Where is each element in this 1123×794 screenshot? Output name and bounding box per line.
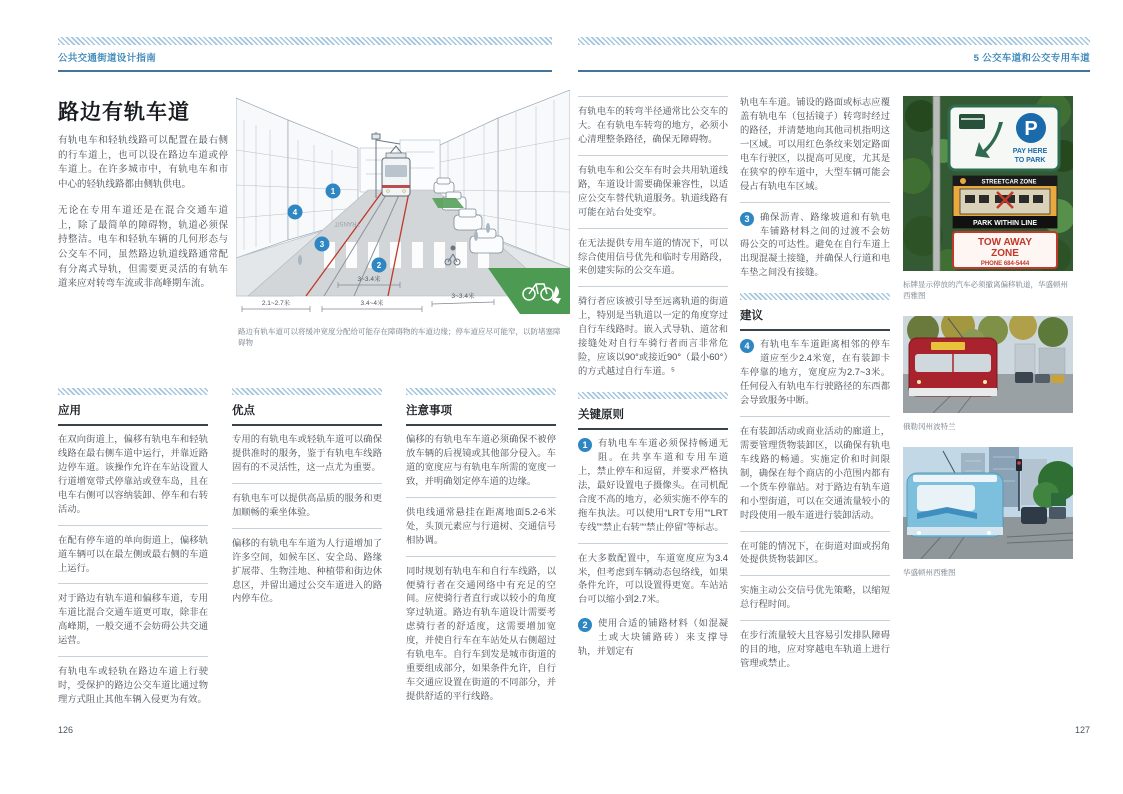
tow-away-text: TOW AWAY bbox=[977, 237, 1033, 248]
column-paragraph: 在双向街道上，偏移有轨电车和轻轨线路在最右侧车道中运行，并靠近路边停车道。该操作允许在车站设置人行道增宽带式停靠站或登车岛，且在电车右侧可以容纳装卸、停车和右转活动。 bbox=[58, 434, 208, 514]
callout-1: 1 bbox=[330, 187, 336, 196]
photo-caption: 俄勒冈州波特兰 bbox=[903, 421, 956, 431]
body-paragraph: 在可能的情况下，在街道对面或拐角处提供货物装卸区。 bbox=[740, 540, 890, 565]
separator bbox=[740, 202, 890, 203]
intro-paragraph: 有轨电车和轻轨线路可以配置在最右侧的行车道上，也可以设在路边车道或停车道上。在许多城市中，有轨电车和市中心的轻轨线路都由侧轨供电。 bbox=[58, 135, 228, 191]
photo-parking-signs bbox=[903, 96, 1073, 302]
dim-right-label: 3~3.4米 bbox=[451, 293, 475, 300]
sign-pole bbox=[933, 96, 940, 271]
phone-text: PHONE 684-5444 bbox=[980, 261, 1030, 267]
section-band bbox=[740, 293, 890, 300]
streetcar-zone-sign bbox=[953, 176, 1057, 228]
zone-text: ZONE bbox=[991, 248, 1019, 259]
column-advantages bbox=[232, 388, 382, 606]
column-paragraph: 同时规划有轨电车和自行车线路，以便骑行者在交通网络中有充足的空间。应使骑行者直行或以较小的角度穿过轨道。路边有轨车道设计需要考虑骑行者的舒适度，这需要增加宽度，并使自行车在车站处从右侧超过有轨电车。自行车到发是城市街道的重要组成部分，如果条件允许，自行车交通应设置在街道的不同部分，并提供舒适的平行线路。 bbox=[406, 565, 556, 701]
body-paragraph: 在无法提供专用车道的情况下，可以综合使用信号优先和临时专用路段，来创建实际的公交车道。 bbox=[578, 237, 728, 276]
park-within-line-text: PARK WITHIN LINE bbox=[972, 220, 1038, 227]
photo-caption: 标牌显示停放的汽车必须撤离偏移轨道，华盛顿州西雅图 bbox=[903, 280, 1068, 300]
separator bbox=[578, 286, 728, 287]
intro-column bbox=[58, 134, 228, 303]
callout-3: 3 bbox=[319, 240, 325, 249]
streetcar-zone-text: STREETCAR ZONE bbox=[981, 179, 1037, 186]
separator bbox=[740, 531, 890, 532]
portland-streetcar-photo bbox=[903, 316, 1073, 413]
body-paragraph: 轨电车车道。铺设的路面或标志应覆盖有轨电车（包括镜子）转弯时经过的路径，并清楚地向其他司机指明这一区域。可以用红色条纹来划定路面电车行驶区，以提高可见度，尤其是在狭窄的停车道中，大型车辆可能会侵占有轨电车区域。 bbox=[740, 97, 890, 191]
separator bbox=[740, 416, 890, 417]
column-band bbox=[232, 388, 382, 395]
separator bbox=[232, 528, 382, 529]
item-text: 有轨电车车道距离相邻的停车道应至少2.4米宽，在有装卸卡车停靠的地方，宽度应为2.7~3米。任何侵入有轨电车行驶路径的东西都会导致服务中断。 bbox=[740, 339, 890, 405]
photo-column bbox=[903, 96, 1073, 593]
item-text: 有轨电车车道必须保持畅通无阻。在共享车道和专用车道上，禁止停车和逗留，并要求严格执法，最好设置电子摄像头。在司机配合度不高的地方，必须实施不停车的拖车执法。可以使用“LRT专用”“LRT专线”“禁止右转”“禁止停留”等标志。 bbox=[578, 438, 728, 532]
pay-here-text: PAY HERE bbox=[1012, 148, 1048, 155]
body-paragraph: 实施主动公交信号优先策略，以缩短总行程时间。 bbox=[740, 585, 890, 610]
page-title: 路边有轨车道 bbox=[58, 101, 190, 124]
left-header-title: 公共交通街道设计指南 bbox=[58, 53, 157, 64]
section-band bbox=[578, 392, 728, 399]
section-heading: 关键原则 bbox=[578, 409, 624, 421]
column-paragraph: 偏移的有轨电车车道必须确保不被停放车辆的后视镜或其他部分侵入。车道的宽度应与有轨电车所需的宽度一致，并明确划定停车道的边缘。 bbox=[406, 434, 556, 486]
section-rule bbox=[740, 329, 890, 331]
seattle-streetcar-photo bbox=[903, 447, 1073, 559]
pay-to-park-sign bbox=[949, 106, 1059, 170]
separator bbox=[578, 228, 728, 229]
body-paragraph: 在步行流量较大且容易引发排队障碍的目的地，应对穿越电车轨道上进行管理或禁止。 bbox=[740, 630, 890, 669]
item-text: 使用合适的铺路材料（如混凝土或大块铺路砖）来支撑导轨，并划定有 bbox=[578, 618, 728, 657]
right-column-1 bbox=[578, 96, 728, 659]
numbered-item bbox=[578, 437, 728, 535]
street-illustration bbox=[236, 90, 570, 322]
tow-away-sign bbox=[953, 232, 1057, 268]
column-rule bbox=[406, 424, 556, 426]
item-number-badge: 4 bbox=[740, 339, 754, 353]
body-paragraph: 在大多数配置中，车道宽度应为3.4米，但考虑到车辆动态包络线，如果条件允许，可以设置得更宽。车站站台可以缩小到2.7米。 bbox=[578, 552, 728, 605]
right-header-title: 5 公交车道和公交专用车道 bbox=[973, 53, 1090, 64]
separator bbox=[232, 483, 382, 484]
body-paragraph: 有轨电车的转弯半径通常比公交车的大。在有轨电车转弯的地方，必须小心清理整条路径，确保无障碍物。 bbox=[578, 106, 728, 144]
item-number-badge: 1 bbox=[578, 438, 592, 452]
right-page-number: 127 bbox=[1074, 725, 1090, 735]
body-paragraph: 在有装卸活动或商业活动的廊道上，需要管理货物装卸区，以确保有轨电车线路的畅通。实施定价和时间限制，确保在每个商店的小范围内都有一个货车停靠站。对于路边有轨车道和小型街道，可以在交通流量较小的时段使用一般车道进行装卸活动。 bbox=[740, 425, 890, 520]
figure-caption: 路边有轨车道可以将缓冲宽度分配给可能存在障碍物的车道边缘；停车道应尽可能窄，以防堵塞障碍物 bbox=[238, 327, 561, 348]
body-paragraph: 有轨电车和公交车有时会共用轨道线路，车道设计需要确保兼容性，以适应公交车替代轨道服务。轨道线路有可能在站台处变窄。 bbox=[578, 164, 728, 217]
right-header-rule bbox=[578, 70, 1090, 72]
left-header-band bbox=[58, 37, 552, 45]
column-rule bbox=[232, 424, 382, 426]
dim-transit-label: 3.4~4米 bbox=[360, 300, 384, 307]
column-paragraph: 供电线通常悬挂在距离地面5.2-6米处，头顶元素应与行道树、交通信号相协调。 bbox=[406, 506, 556, 545]
streetcar bbox=[382, 146, 410, 196]
recommendations-section bbox=[740, 293, 890, 331]
spacer bbox=[578, 607, 728, 617]
column-paragraph: 对于路边有轨车道和偏移车道，专用车道比混合交通车道更可取，除非在高峰期，一般交通不会妨碍公共交通运营。 bbox=[58, 593, 208, 646]
callout-2: 2 bbox=[376, 261, 382, 270]
separator bbox=[578, 155, 728, 156]
column-paragraph: 偏移的有轨电车车道为人行道增加了许多空间，如候车区、安全岛、路缘扩展带、生物洼地、种植带和街边休息区，并留出通过公交车道进入的路内停车位。 bbox=[232, 537, 382, 604]
separator bbox=[740, 575, 890, 576]
photo-caption: 华盛顿州西雅图 bbox=[903, 567, 956, 577]
photo-seattle-streetcar bbox=[903, 447, 1073, 579]
column-band bbox=[58, 388, 208, 395]
street-background bbox=[1015, 344, 1065, 374]
intro-paragraph: 无论在专用车道还是在混合交通车道上，除了最简单的障碍物，轨道必须保持整洁。电车和轻轨车辆的几何形态与公交车不同，虽然路边轨道线路通常配有分离式导轨，但需要更灵活的有轨车道来应对转弯车流或非高峰期车流。 bbox=[58, 204, 228, 290]
numbered-item bbox=[578, 617, 728, 659]
road-marking-text: TRANSIT bbox=[334, 220, 360, 226]
street-illustration-figure bbox=[236, 90, 570, 322]
numbered-item bbox=[740, 338, 890, 408]
column-band bbox=[406, 388, 556, 395]
item-text: 确保沥青、路缘坡道和有轨电车铺路材料之间的过渡不会妨碍公交的可达性。避免在自行车道上出现混凝土接缝，并确保人行道和电车垫之间没有接缝。 bbox=[740, 211, 890, 278]
key-principles-section bbox=[578, 392, 728, 430]
callout-4: 4 bbox=[292, 208, 298, 217]
dim-mid-label: 3~3.4米 bbox=[357, 276, 381, 283]
photo-portland-streetcar bbox=[903, 316, 1073, 433]
item-number-badge: 2 bbox=[578, 618, 592, 632]
column-paragraph: 有轨电车可以提供高品质的服务和更加顺畅的乘坐体验。 bbox=[232, 492, 382, 517]
separator bbox=[58, 656, 208, 657]
separator bbox=[58, 525, 208, 526]
dim-parking-label: 2.1~2.7米 bbox=[261, 300, 291, 307]
column-heading: 优点 bbox=[232, 405, 255, 417]
separator bbox=[58, 583, 208, 584]
parking-signs-photo bbox=[903, 96, 1073, 271]
body-paragraph: 骑行者应该被引导至远离轨道的街道上，特别是当轨道以一定的角度穿过自行车线路时。嵌入式导轨、道岔和接缝处对自行车骑行者而言非常危险，应该以90°或接近90°（最小60°）的方式越过自行车道。⁵ bbox=[578, 296, 728, 377]
column-paragraph: 专用的有轨电车或轻轨车道可以确保提供准时的服务，鉴于有轨电车线路固有的不灵活性，这一点尤为重要。 bbox=[232, 434, 382, 472]
separator bbox=[740, 620, 890, 621]
right-header-band bbox=[578, 37, 1090, 45]
separator bbox=[578, 96, 728, 97]
separator bbox=[578, 543, 728, 544]
section-rule bbox=[578, 428, 728, 430]
to-park-text: TO PARK bbox=[1014, 157, 1046, 164]
column-heading: 注意事项 bbox=[406, 405, 452, 417]
left-page-number: 126 bbox=[58, 725, 74, 735]
p-symbol: P bbox=[1024, 118, 1038, 140]
separator bbox=[406, 497, 556, 498]
separator bbox=[406, 556, 556, 557]
column-rule bbox=[58, 424, 208, 426]
right-column-2 bbox=[740, 96, 890, 671]
column-considerations bbox=[406, 388, 556, 704]
column-paragraph: 有轨电车或轻轨在路边车道上行驶时，受保护的路边公交车道比通过物理方式阻止其他车辆入侵更为有效。 bbox=[58, 666, 208, 705]
column-paragraph: 在配有停车道的单向街道上，偏移轨道车辆可以在最左侧或最右侧的车道上运行。 bbox=[58, 534, 208, 573]
section-heading: 建议 bbox=[740, 310, 763, 323]
item-number-badge: 3 bbox=[740, 212, 754, 226]
numbered-item bbox=[740, 211, 890, 281]
left-header-rule bbox=[58, 70, 552, 72]
column-heading: 应用 bbox=[58, 405, 81, 417]
column-application bbox=[58, 388, 208, 707]
